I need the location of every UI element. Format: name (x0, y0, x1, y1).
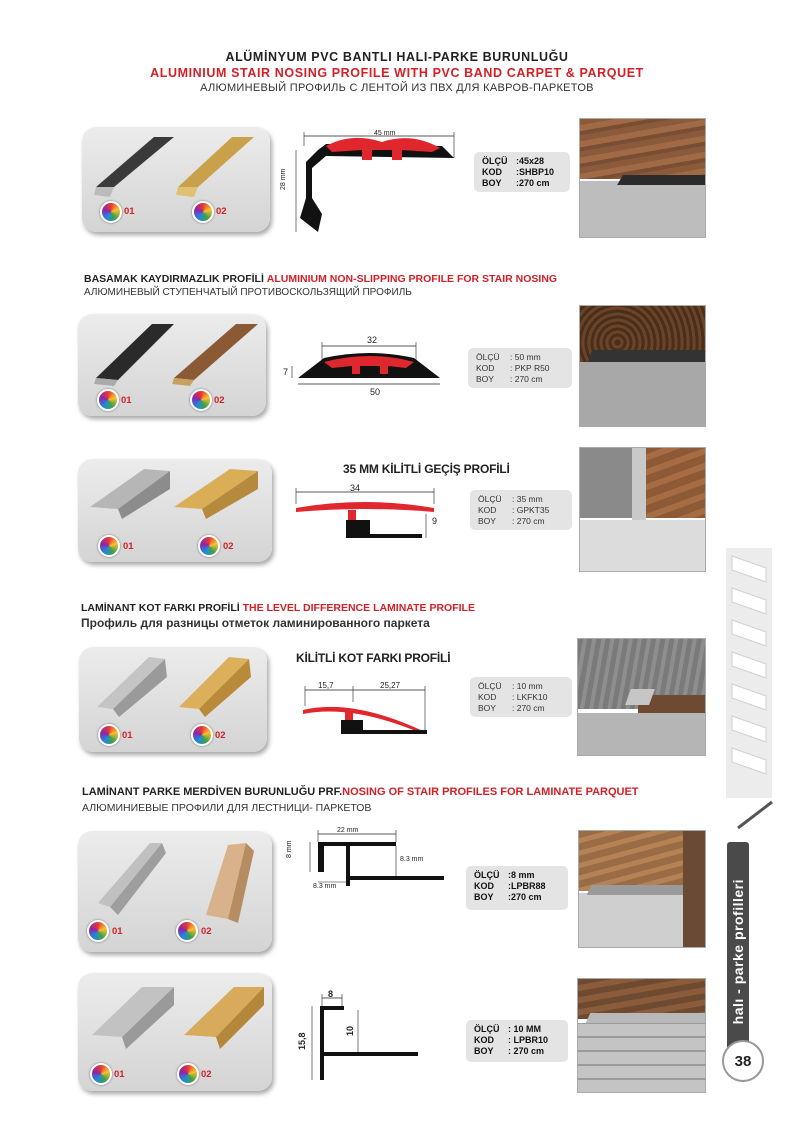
profile-section-drawing (296, 992, 424, 1082)
dim-height: 8 mm (286, 840, 293, 858)
spec-box: ÖLÇÜ :45x28 KOD :SHBP10 BOY :270 cm (474, 152, 570, 192)
installation-photo (577, 638, 706, 756)
color-code: 01 (121, 395, 132, 406)
profile-title: 35 MM KİLİTLİ GEÇİŞ PROFİLİ (343, 462, 510, 476)
dim-height-outer: 15,8 (297, 1032, 307, 1050)
color-code: 02 (201, 926, 212, 937)
profile-section-drawing (284, 826, 450, 896)
spec-box: ÖLÇÜ :8 mm KOD :LPBR88 BOY :270 cm (466, 866, 568, 910)
installation-photo (578, 830, 706, 948)
dim-height: 7 (283, 367, 289, 377)
color-swatch-icon (97, 389, 119, 411)
section-heading: LAMİNANT KOT FARKI PROFİLİ THE LEVEL DIFFERENCE LAMINATE PROFILE (81, 602, 475, 614)
installation-photo (577, 978, 706, 1093)
page-number: 38 (722, 1040, 764, 1082)
brand-arrow-icon (736, 798, 776, 838)
section-subheading: Профиль для разницы отметок ламинированного паркета (81, 616, 430, 630)
spec-box: ÖLÇÜ : 10 mm KOD : LKFK10 BOY : 270 cm (470, 677, 572, 717)
dim-width: 34 (350, 483, 361, 493)
color-swatch-icon (177, 1063, 199, 1085)
installation-photo (579, 447, 706, 572)
dim-left: 15,7 (318, 681, 334, 690)
spec-box: ÖLÇÜ : 35 mm KOD : GPKT35 BOY : 270 cm (470, 490, 572, 530)
color-swatch-icon (198, 535, 220, 557)
color-code: 01 (112, 926, 123, 937)
dim-width: 45 mm (374, 130, 396, 137)
color-swatch-icon (176, 920, 198, 942)
header-title-tr: ALÜMİNYUM PVC BANTLI HALI-PARKE BURUNLUĞU (225, 50, 569, 64)
profile-section-drawing (284, 336, 454, 396)
color-swatch-icon (87, 920, 109, 942)
profile-section-drawing (282, 128, 462, 238)
installation-photo (579, 305, 706, 427)
color-code: 02 (201, 1069, 212, 1080)
spec-box: ÖLÇÜ : 50 mm KOD : PKP R50 BOY : 270 cm (468, 348, 572, 388)
profile-section-drawing (290, 478, 450, 548)
dim-lip: 8.3 mm (400, 856, 424, 863)
color-swatch-icon (90, 1063, 112, 1085)
category-label: halı - parke profilleri (730, 879, 746, 1025)
section-subheading: АЛЮМИНЕВЫЙ СТУПЕНЧАТЫЙ ПРОТИВОСКОЛЬЗЯЩИЙ ПРОФИЛЬ (84, 287, 412, 298)
section-heading: LAMİNANT PARKE MERDİVEN BURUNLUĞU PRF.NOSING OF STAIR PROFILES FOR LAMINATE PARQUET (82, 786, 639, 798)
color-swatch-icon (98, 724, 120, 746)
section-subheading: АЛЮМИНИЕВЫЕ ПРОФИЛИ ДЛЯ ЛЕСТНИЦИ- ПАРКЕТОВ (82, 802, 372, 814)
spec-box: ÖLÇÜ : 10 MM KOD : LPBR10 BOY : 270 cm (466, 1020, 568, 1062)
dim-width: 22 mm (337, 827, 359, 834)
profile-title: KİLİTLİ KOT FARKI PROFİLİ (296, 651, 451, 665)
color-swatch-icon (98, 535, 120, 557)
color-swatch-icon (192, 201, 214, 223)
dim-bottom: 50 (370, 387, 381, 397)
color-code: 01 (114, 1069, 125, 1080)
header-title-en: ALUMINIUM STAIR NOSING PROFILE WITH PVC BAND CARPET & PARQUET (150, 66, 644, 80)
category-band (727, 842, 749, 1062)
color-code: 02 (223, 541, 234, 552)
dim-height: 9 (432, 516, 438, 526)
dim-height: 28 mm (280, 168, 287, 190)
brand-band (726, 548, 772, 798)
color-code: 01 (122, 730, 133, 741)
color-code: 01 (124, 206, 135, 217)
color-swatch-icon (191, 724, 213, 746)
dim-lip: 8.3 mm (313, 883, 337, 890)
color-swatch-icon (100, 201, 122, 223)
color-code: 01 (123, 541, 134, 552)
header-title-ru: АЛЮМИНЕВЫЙ ПРОФИЛЬ С ЛЕНТОЙ ИЗ ПВХ ДЛЯ КАВРОВ-ПАРКЕТОВ (200, 82, 594, 94)
dim-height-inner: 10 (345, 1025, 355, 1036)
color-code: 02 (216, 206, 227, 217)
color-code: 02 (215, 730, 226, 741)
color-code: 02 (214, 395, 225, 406)
brand-logo-graphic (726, 548, 772, 798)
color-swatch-icon (190, 389, 212, 411)
dim-width: 8 (328, 989, 334, 999)
dim-top: 32 (367, 335, 378, 345)
dim-right: 25,27 (380, 681, 401, 690)
installation-photo (579, 118, 706, 238)
section-heading: BASAMAK KAYDIRMAZLIK PROFİLİ ALUMINIUM NON-SLIPPING PROFILE FOR STAIR NOSING (84, 273, 558, 285)
